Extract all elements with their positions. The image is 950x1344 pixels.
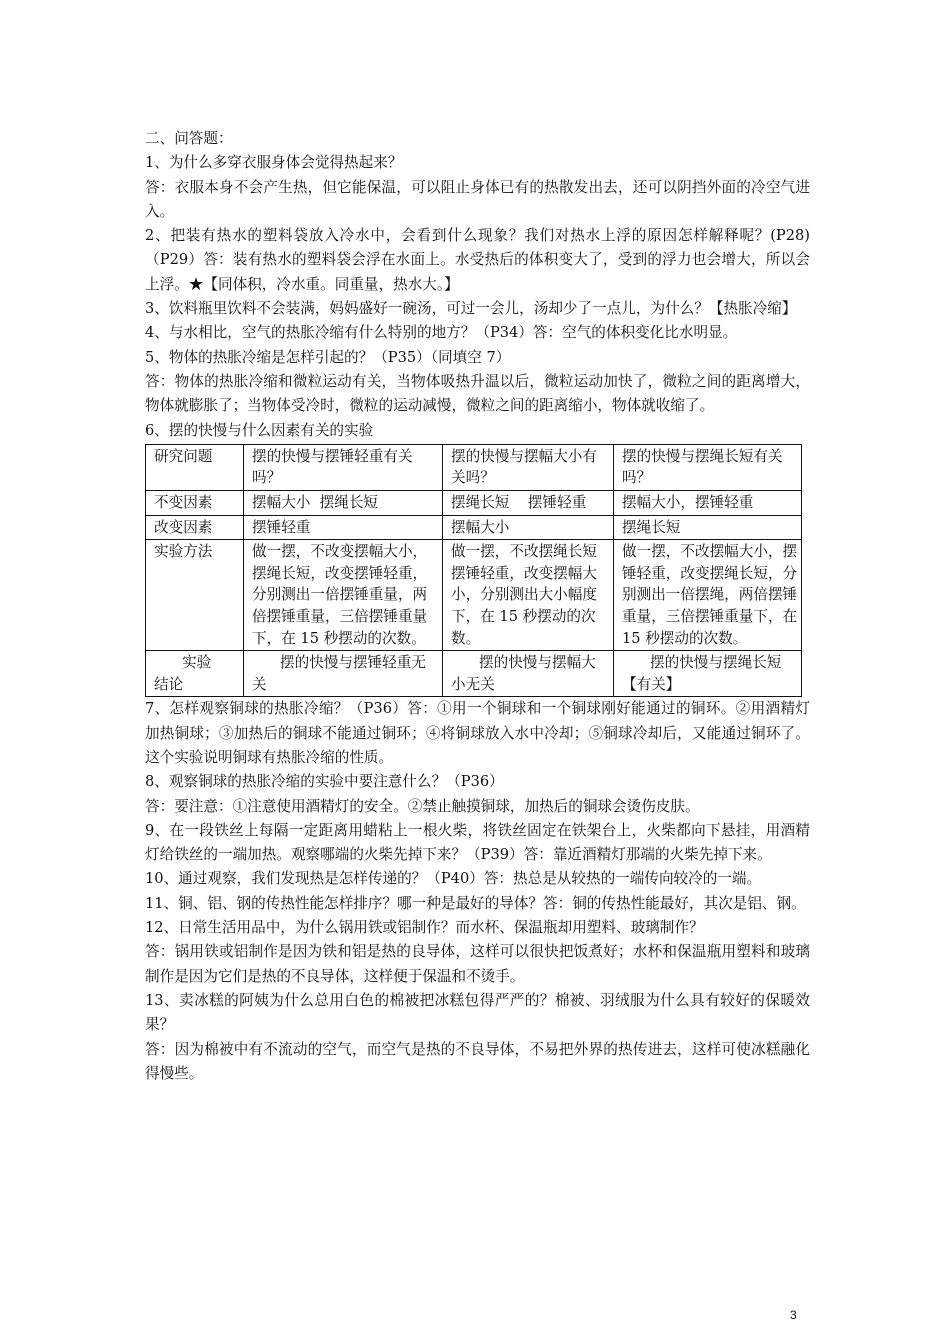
table-row-question bbox=[146, 444, 802, 490]
answer-1: 答：衣服本身不会产生热，但它能保温，可以阻止身体已有的热散发出去，还可以阴挡外面的冷空气进入。 bbox=[145, 178, 810, 220]
cell-changed-3: 摆绳长短 bbox=[614, 515, 802, 540]
row-label-changed: 改变因素 bbox=[146, 515, 244, 540]
cell-conclusion-2: 摆的快慢与摆幅大小无关 bbox=[443, 651, 614, 697]
cell-question-3: 摆的快慢与摆绳长短有关吗？ bbox=[614, 444, 802, 490]
cell-method-2: 做一摆，不改摆绳长短 摆锤轻重，改变摆幅大小，分别测出大小幅度下，在 15 秒摆动的次数。 bbox=[443, 540, 614, 651]
cell-question-2: 摆的快慢与摆幅大小有关吗？ bbox=[443, 444, 614, 490]
table-row-conclusion bbox=[146, 651, 802, 697]
answer-13: 答：因为棉被中有不流动的空气，而空气是热的不良导体，不易把外界的热传进去，这样可使冰糕融化得慢些。 bbox=[145, 1040, 810, 1082]
answer-8: 答：要注意：①注意使用酒精灯的安全。②禁止触摸铜球，加热后的铜球会烫伤皮肤。 bbox=[145, 797, 700, 815]
row-label-constant: 不变因素 bbox=[146, 491, 244, 516]
question-12: 12、日常生活用品中，为什么锅用铁或铝制作？而水杯、保温瓶却用塑料、玻璃制作？ bbox=[145, 919, 704, 937]
question-3: 3、饮料瓶里饮料不会装满，妈妈盛好一碗汤，可过一会儿，汤却少了一点儿，为什么？【热胀冷缩】 bbox=[145, 300, 797, 318]
table-row-changed bbox=[146, 515, 802, 540]
page-number: 3 bbox=[790, 1308, 797, 1322]
table-row-method bbox=[146, 540, 802, 651]
question-11: 11、铜、铝、钢的传热性能怎样排序？哪一种是最好的导体？答：铜的传热性能最好，其次是铝、钢。 bbox=[145, 894, 806, 912]
cell-constant-2: 摆绳长短 摆锤轻重 bbox=[443, 491, 614, 516]
question-5: 5、物体的热胀冷缩是怎样引起的？（P35）（同填空 7） bbox=[145, 348, 511, 366]
cell-question-1: 摆的快慢与摆锤轻重有关吗？ bbox=[244, 444, 443, 490]
cell-conclusion-1: 摆的快慢与摆锤轻重无关 bbox=[244, 651, 443, 697]
answer-12: 答：锅用铁或铝制作是因为铁和铝是热的良导体，这样可以很快把饭煮好；水杯和保温瓶用塑料和玻璃制作是因为它们是热的不良导体，这样便于保温和不烫手。 bbox=[145, 943, 810, 985]
question-1: 1、为什么多穿衣服身体会觉得热起来？ bbox=[145, 154, 403, 172]
cell-method-3: 做一摆，不改摆幅大小，摆锤轻重，改变摆绳长短，分别测出一倍摆绳，两倍摆锤重量，三倍摆锤重量下，在 15 秒摆动的次数。 bbox=[614, 540, 802, 651]
row-label-conclusion bbox=[146, 651, 244, 697]
cell-changed-1: 摆锤轻重 bbox=[244, 515, 443, 540]
question-8: 8、观察铜球的热胀冷缩的实验中要注意什么？（P36） bbox=[145, 773, 504, 791]
cell-method-1: 做一摆，不改变摆幅大小，摆绳长短，改变摆锤轻重，分别测出一倍摆锤重量，两倍摆锤重量，三倍摆锤重量下，在 15 秒摆动的次数。 bbox=[244, 540, 443, 651]
question-4: 4、与水相比，空气的热胀冷缩有什么特别的地方？（P34）答：空气的体积变化比水明显。 bbox=[145, 324, 738, 342]
cell-conclusion-3: 摆的快慢与摆绳长短【有关】 bbox=[614, 651, 802, 697]
pendulum-experiment-table bbox=[145, 444, 802, 698]
answer-5: 答：物体的热胀冷缩和微粒运动有关，当物体吸热升温以后，微粒运动加快了，微粒之间的距离增大，物体就膨胀了；当物体受冷时，微粒的运动减慢，微粒之间的距离缩小，物体就收缩了。 bbox=[145, 372, 810, 415]
question-10: 10、通过观察，我们发现热是怎样传递的？（P40）答：热总是从较热的一端传向较冷的一端。 bbox=[145, 870, 762, 888]
conclusion-label-line2: 结论 bbox=[154, 675, 184, 693]
conclusion-label-line1: 实验 bbox=[182, 654, 212, 672]
cell-constant-3: 摆幅大小，摆锤轻重 bbox=[614, 491, 802, 516]
question-2: 2、把装有热水的塑料袋放入冷水中，会看到什么现象？我们对热水上浮的原因怎样解释呢？(P28)（P29）答：装有热水的塑料袋会浮在水面上。水受热后的体积变大了，受到的浮力也会增大，所以会上浮。★【同体积，冷水重。同重量，热水大。】 bbox=[145, 227, 810, 293]
document-body bbox=[145, 127, 810, 1086]
question-13: 13、卖冰糕的阿姨为什么总用白色的棉被把冰糕包得严严的？棉被、羽绒服为什么具有较好的保暖效果？ bbox=[145, 991, 810, 1034]
question-6-title: 6、摆的快慢与什么因素有关的实验 bbox=[145, 421, 374, 439]
row-label-method: 实验方法 bbox=[146, 540, 244, 651]
question-7: 7、怎样观察铜球的热胀冷缩？（P36）答：①用一个铜球和一个铜球刚好能通过的铜环。②用酒精灯加热铜球；③加热后的铜球不能通过铜环；④将铜球放入水中冷却；⑤铜球冷却后，又能通过铜环了。这个实验说明铜球有热胀冷缩的性质。 bbox=[145, 700, 810, 766]
cell-constant-1: 摆幅大小 摆绳长短 bbox=[244, 491, 443, 516]
row-label-question: 研究问题 bbox=[146, 444, 244, 490]
table-row-constant bbox=[146, 491, 802, 516]
section-title: 二、问答题： bbox=[145, 130, 233, 147]
cell-changed-2: 摆幅大小 bbox=[443, 515, 614, 540]
question-9: 9、在一段铁丝上每隔一定距离用蜡粘上一根火柴，将铁丝固定在铁架台上，火柴都向下悬挂，用酒精灯给铁丝的一端加热。观察哪端的火柴先掉下来？（P39）答：靠近酒精灯那端的火柴先掉下来。 bbox=[145, 821, 810, 864]
